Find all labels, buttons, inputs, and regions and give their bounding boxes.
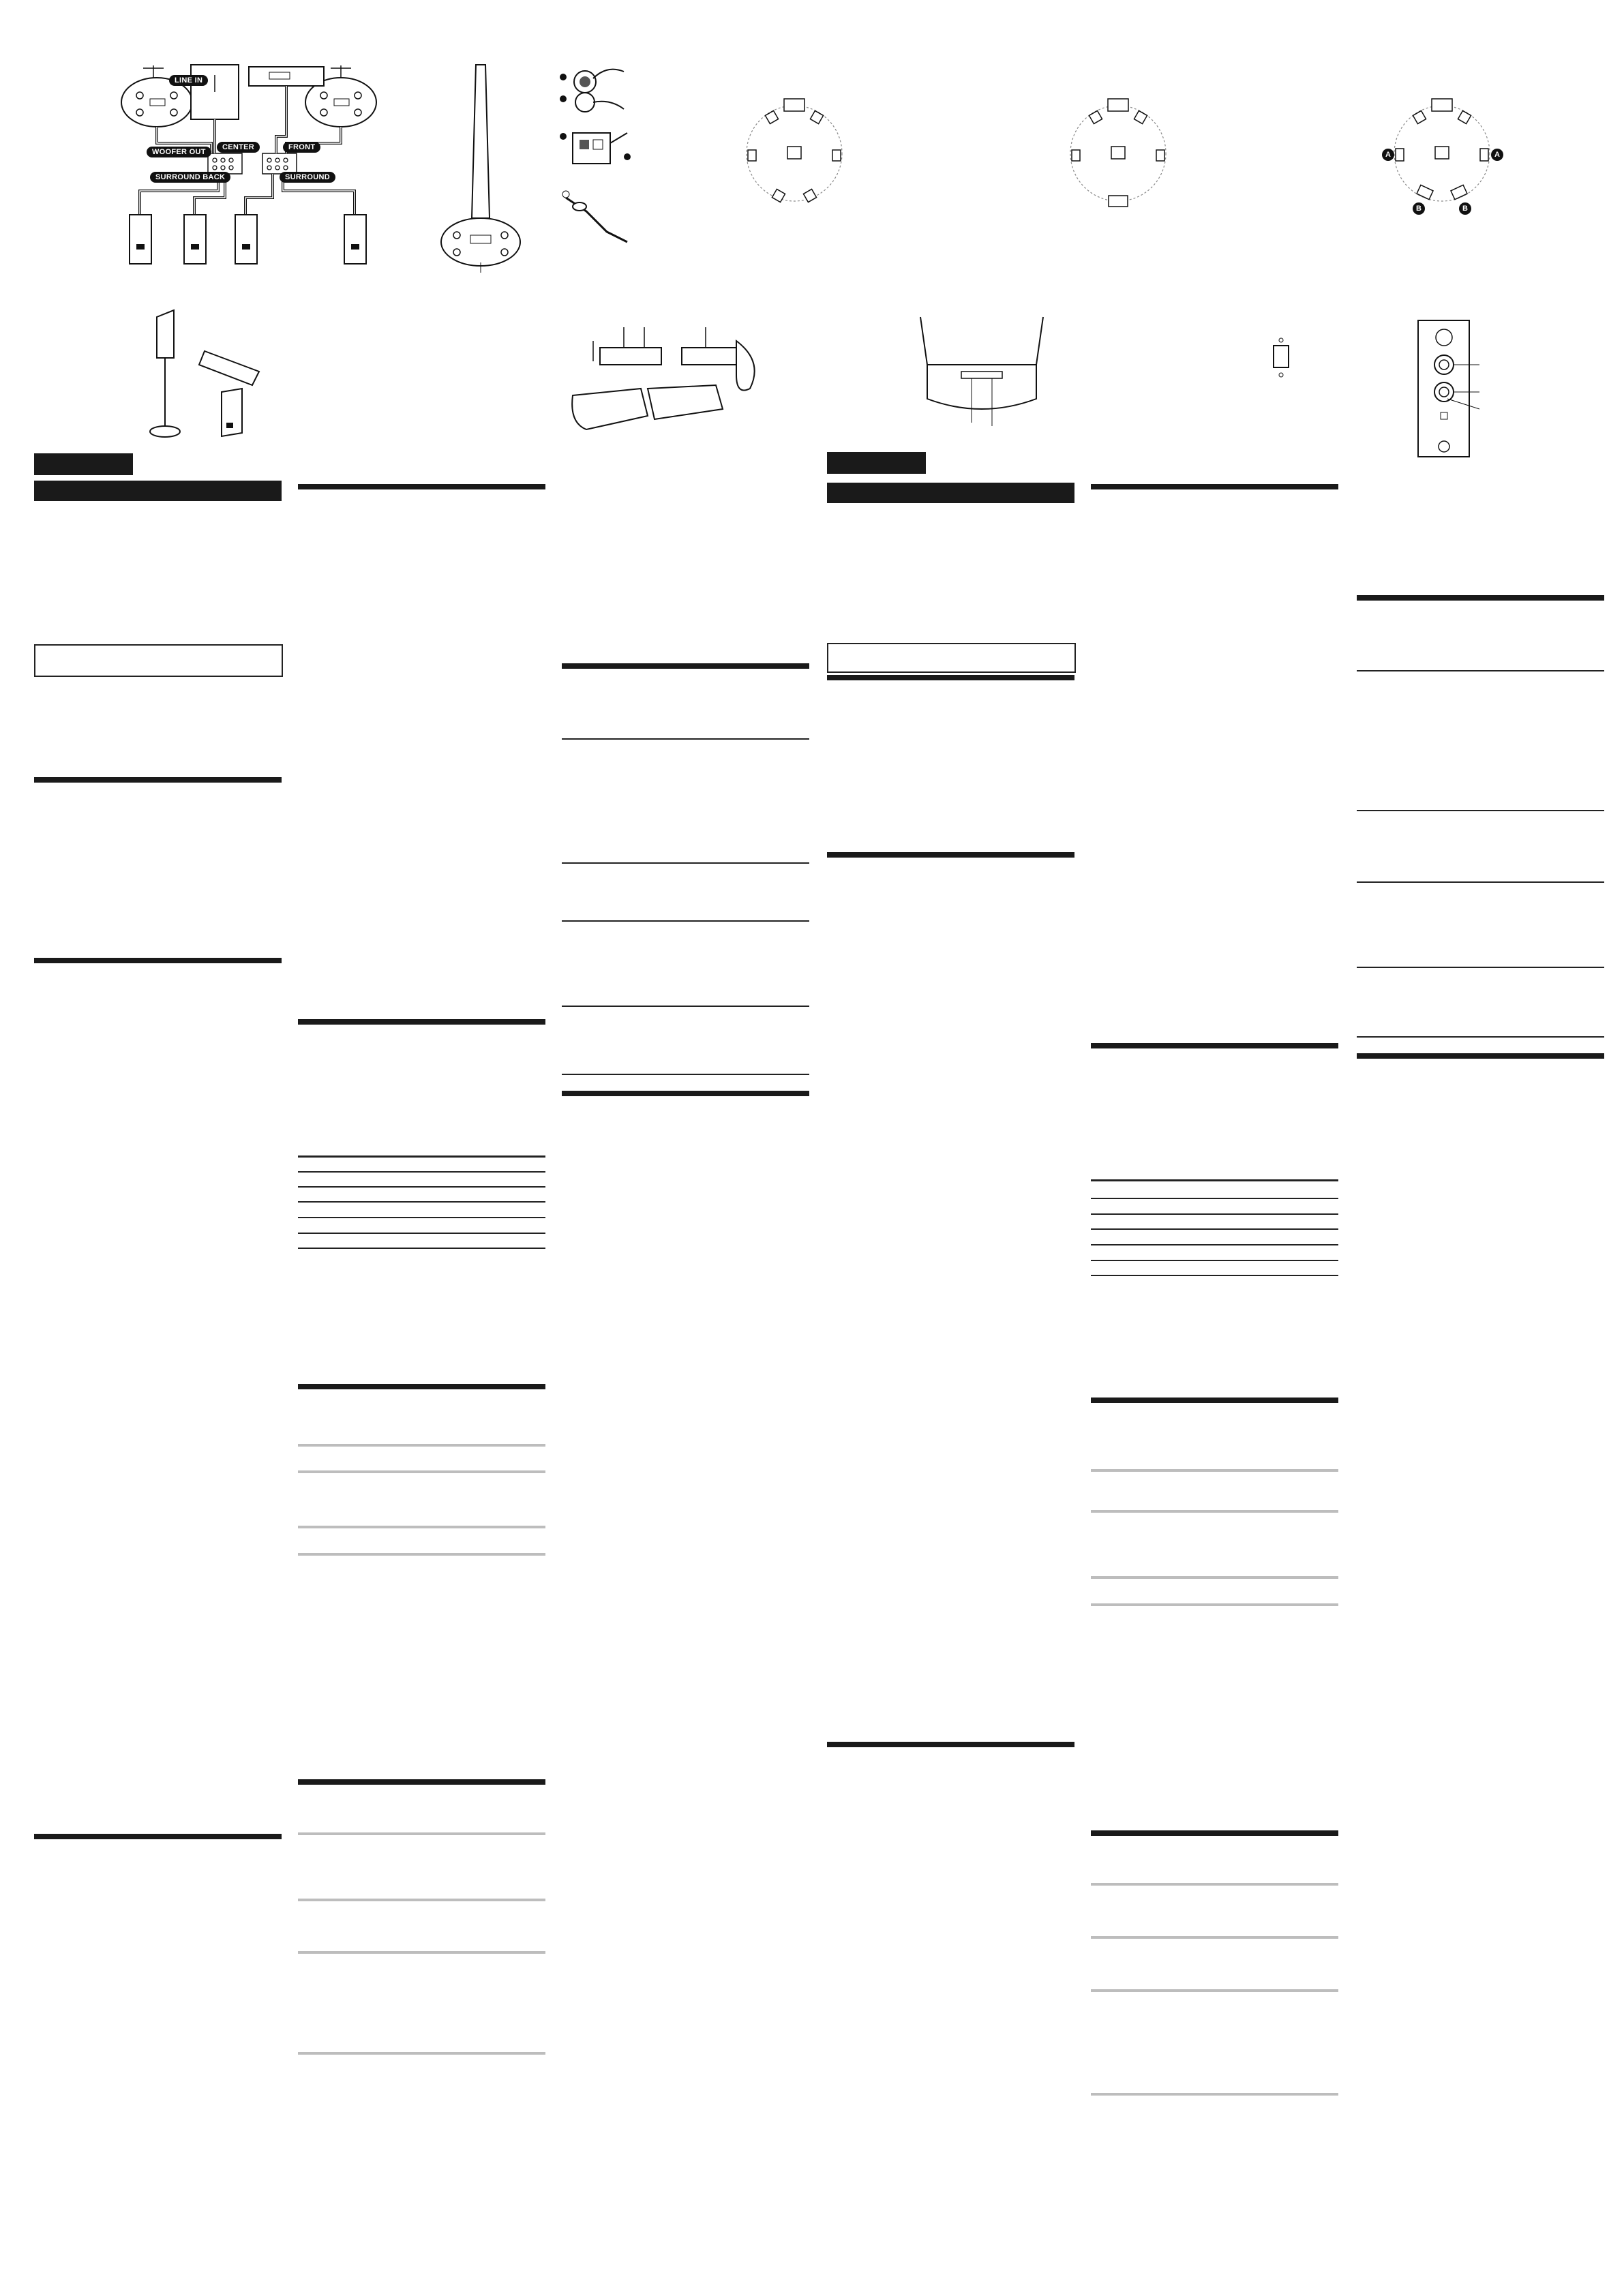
subsection-rule xyxy=(562,1074,809,1075)
table-rule xyxy=(1091,1228,1338,1230)
section-rule xyxy=(827,1742,1074,1747)
subsection-rule xyxy=(1091,1936,1338,1939)
subsection-rule xyxy=(562,862,809,864)
switch-figure xyxy=(1268,337,1295,385)
table-rule xyxy=(298,1217,545,1218)
table-rule xyxy=(1091,1198,1338,1199)
subsection-rule xyxy=(562,738,809,740)
section-rule xyxy=(1091,1830,1338,1836)
table-rule xyxy=(1091,1275,1338,1276)
placement-diagram-3 xyxy=(1384,85,1500,222)
marker-a-right: A xyxy=(1491,149,1503,161)
subsection-rule xyxy=(1357,967,1604,968)
subsection-rule xyxy=(1357,1036,1604,1038)
connector-details xyxy=(559,58,634,249)
surround-label: SURROUND xyxy=(280,172,335,183)
subsection-rule xyxy=(1091,1603,1338,1606)
table-rule xyxy=(298,1155,545,1158)
subsection-rule xyxy=(298,1553,545,1556)
section-rule xyxy=(1091,484,1338,489)
subsection-rule xyxy=(1357,810,1604,811)
subsection-rule xyxy=(1357,881,1604,883)
subsection-rule xyxy=(298,1832,545,1835)
section-rule xyxy=(34,1834,282,1839)
section-rule xyxy=(1357,595,1604,601)
section-rule xyxy=(562,1091,809,1096)
subsection-rule xyxy=(298,1526,545,1528)
wall-mount-figure xyxy=(566,320,770,457)
subsection-rule xyxy=(298,2052,545,2055)
subsection-rule xyxy=(1091,1989,1338,1992)
section-rule xyxy=(562,663,809,669)
placement-diagram-3-art xyxy=(1384,85,1500,222)
surround-back-label: SURROUND BACK xyxy=(150,172,230,183)
table-rule xyxy=(298,1248,545,1249)
rear-panel-figure xyxy=(1418,317,1507,460)
front-label: FRONT xyxy=(283,142,320,153)
section-rule xyxy=(298,1779,545,1785)
speaker-models-figure xyxy=(143,310,280,447)
marker-b-left: B xyxy=(1413,202,1425,215)
subsection-rule xyxy=(298,1470,545,1473)
section-header-bar-2 xyxy=(827,483,1074,503)
center-label: CENTER xyxy=(217,142,260,153)
subsection-rule xyxy=(562,920,809,922)
section-rule xyxy=(34,777,282,783)
subsection-rule xyxy=(1091,1883,1338,1886)
language-tab-1 xyxy=(34,453,133,475)
table-rule xyxy=(298,1186,545,1188)
section-rule xyxy=(1357,1053,1604,1059)
bracket-figure xyxy=(914,317,1050,433)
table-rule xyxy=(1091,1213,1338,1215)
table-rule xyxy=(1091,1260,1338,1261)
subsection-rule xyxy=(1091,1576,1338,1579)
line-in-label: LINE IN xyxy=(169,75,208,86)
subsection-rule xyxy=(1091,1469,1338,1472)
wiring-diagram-art xyxy=(116,61,389,273)
woofer-out-label: WOOFER OUT xyxy=(147,147,211,157)
marker-a-left: A xyxy=(1382,149,1394,161)
subsection-rule xyxy=(298,1444,545,1447)
note-box-1 xyxy=(34,644,283,677)
section-rule xyxy=(827,852,1074,858)
subsection-rule xyxy=(298,1899,545,1901)
table-rule xyxy=(1091,1244,1338,1245)
section-rule xyxy=(827,675,1074,680)
placement-diagram-2 xyxy=(1064,85,1173,222)
language-tab-2 xyxy=(827,452,926,474)
section-header-bar-1 xyxy=(34,481,282,501)
table-rule xyxy=(298,1171,545,1173)
subsection-rule xyxy=(298,1951,545,1954)
section-rule xyxy=(1091,1043,1338,1048)
wiring-diagram xyxy=(116,61,389,273)
section-rule xyxy=(34,958,282,963)
placement-diagram-1 xyxy=(740,85,849,222)
tall-speaker-art xyxy=(436,61,525,266)
section-rule xyxy=(298,1384,545,1389)
marker-b-right: B xyxy=(1459,202,1471,215)
note-box-2 xyxy=(827,643,1076,673)
section-rule xyxy=(298,1019,545,1025)
subsection-rule xyxy=(1357,670,1604,671)
subsection-rule xyxy=(562,1006,809,1007)
subsection-rule xyxy=(1091,1510,1338,1513)
section-rule xyxy=(1091,1398,1338,1403)
section-rule xyxy=(298,484,545,489)
subsection-rule xyxy=(1091,2093,1338,2096)
table-rule xyxy=(298,1201,545,1203)
connector-details-art xyxy=(559,58,634,249)
table-rule xyxy=(1091,1179,1338,1181)
table-rule xyxy=(298,1233,545,1234)
tall-speaker-figure xyxy=(436,61,525,266)
